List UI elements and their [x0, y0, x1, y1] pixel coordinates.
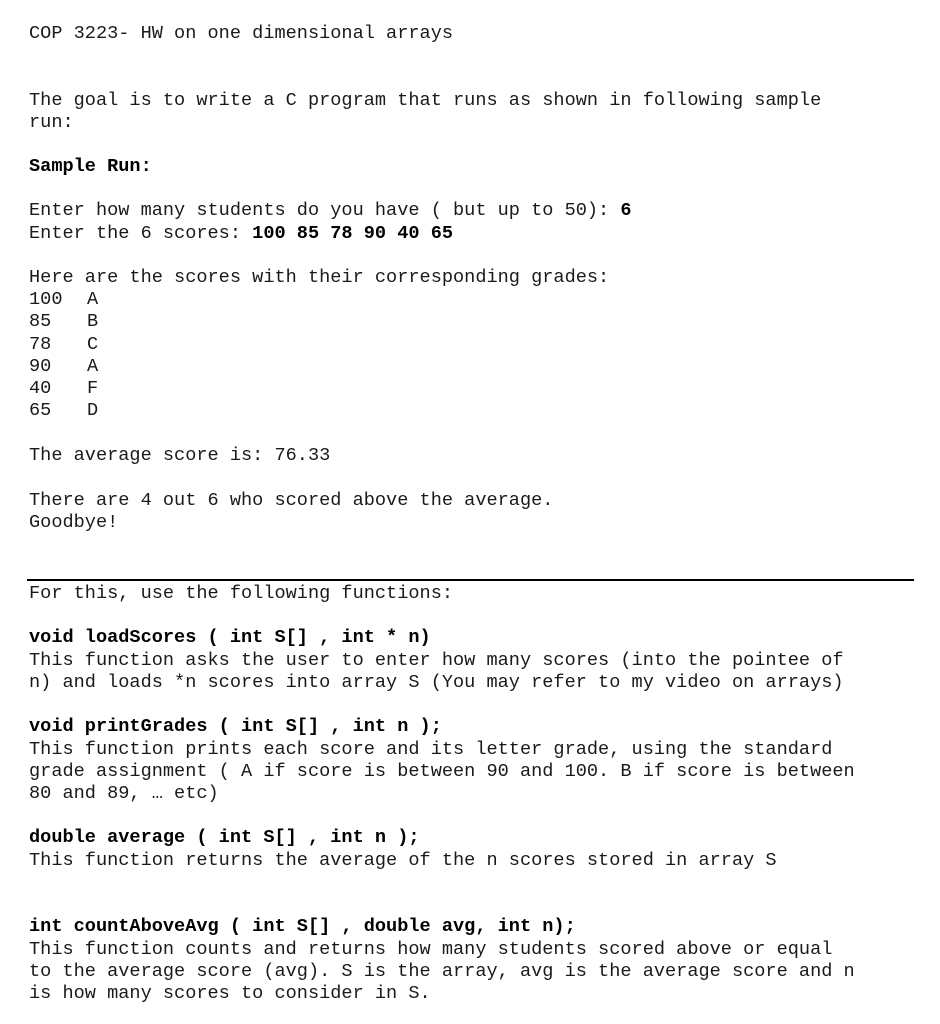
function-description-line: is how many scores to consider in S.	[29, 983, 431, 1004]
prompt-scores-text: Enter the 6 scores:	[29, 223, 253, 244]
grade-cell: A	[87, 356, 99, 377]
prompt-student-count-text: Enter how many students do you have ( but up to 50):	[29, 200, 621, 221]
sample-run-heading: Sample Run:	[29, 156, 152, 177]
score-cell: 85	[29, 311, 52, 332]
function-description-line: grade assignment ( A if score is between 90 and 100. B if score is between	[29, 761, 855, 782]
score-cell: 90	[29, 356, 52, 377]
grade-row	[29, 378, 98, 400]
goodbye-line: Goodbye!	[29, 512, 119, 533]
prompt-student-count	[29, 200, 632, 222]
prompt-scores	[29, 223, 453, 245]
functions-intro: For this, use the following functions:	[29, 583, 454, 604]
function-description-line: n) and loads *n scores into array S (You may refer to my video on arrays)	[29, 672, 844, 693]
function-description-line: This function counts and returns how many students scored above or equal	[29, 939, 833, 960]
above-average-line: There are 4 out 6 who scored above the average.	[29, 490, 554, 511]
score-cell: 78	[29, 334, 52, 355]
function-description-line: to the average score (avg). S is the array, avg is the average score and n	[29, 961, 855, 982]
grade-row	[29, 289, 98, 311]
prompt-scores-input: 100 85 78 90 40 65	[252, 223, 454, 244]
grade-row	[29, 356, 98, 378]
function-signature-countAboveAvg: int countAboveAvg ( int S[] , double avg, int n);	[29, 916, 576, 937]
intro-line-2: run:	[29, 112, 74, 133]
grade-cell: D	[87, 400, 99, 421]
function-signature-printGrades: void printGrades ( int S[] , int n );	[29, 716, 442, 737]
average-line: The average score is: 76.33	[29, 445, 331, 466]
document-title: COP 3223- HW on one dimensional arrays	[29, 23, 454, 44]
score-cell: 65	[29, 400, 52, 421]
function-description-line: 80 and 89, … etc)	[29, 783, 219, 804]
score-cell: 40	[29, 378, 52, 399]
grade-cell: B	[87, 311, 99, 332]
grade-cell: C	[87, 334, 99, 355]
function-description-line: This function prints each score and its letter grade, using the standard	[29, 739, 833, 760]
grade-row	[29, 311, 98, 333]
grade-row	[29, 334, 98, 356]
function-description-line: This function asks the user to enter how many scores (into the pointee of	[29, 650, 844, 671]
grade-cell: A	[87, 289, 99, 310]
section-divider	[27, 579, 914, 581]
prompt-student-count-input: 6	[620, 200, 632, 221]
function-description-line: This function returns the average of the n scores stored in array S	[29, 850, 777, 871]
grade-row	[29, 400, 98, 422]
grade-cell: F	[87, 378, 99, 399]
intro-line-1: The goal is to write a C program that runs as shown in following sample	[29, 90, 822, 111]
function-signature-loadScores: void loadScores ( int S[] , int * n)	[29, 627, 431, 648]
grades-table-heading: Here are the scores with their corresponding grades:	[29, 267, 610, 288]
function-signature-average: double average ( int S[] , int n );	[29, 827, 420, 848]
score-cell: 100	[29, 289, 63, 310]
